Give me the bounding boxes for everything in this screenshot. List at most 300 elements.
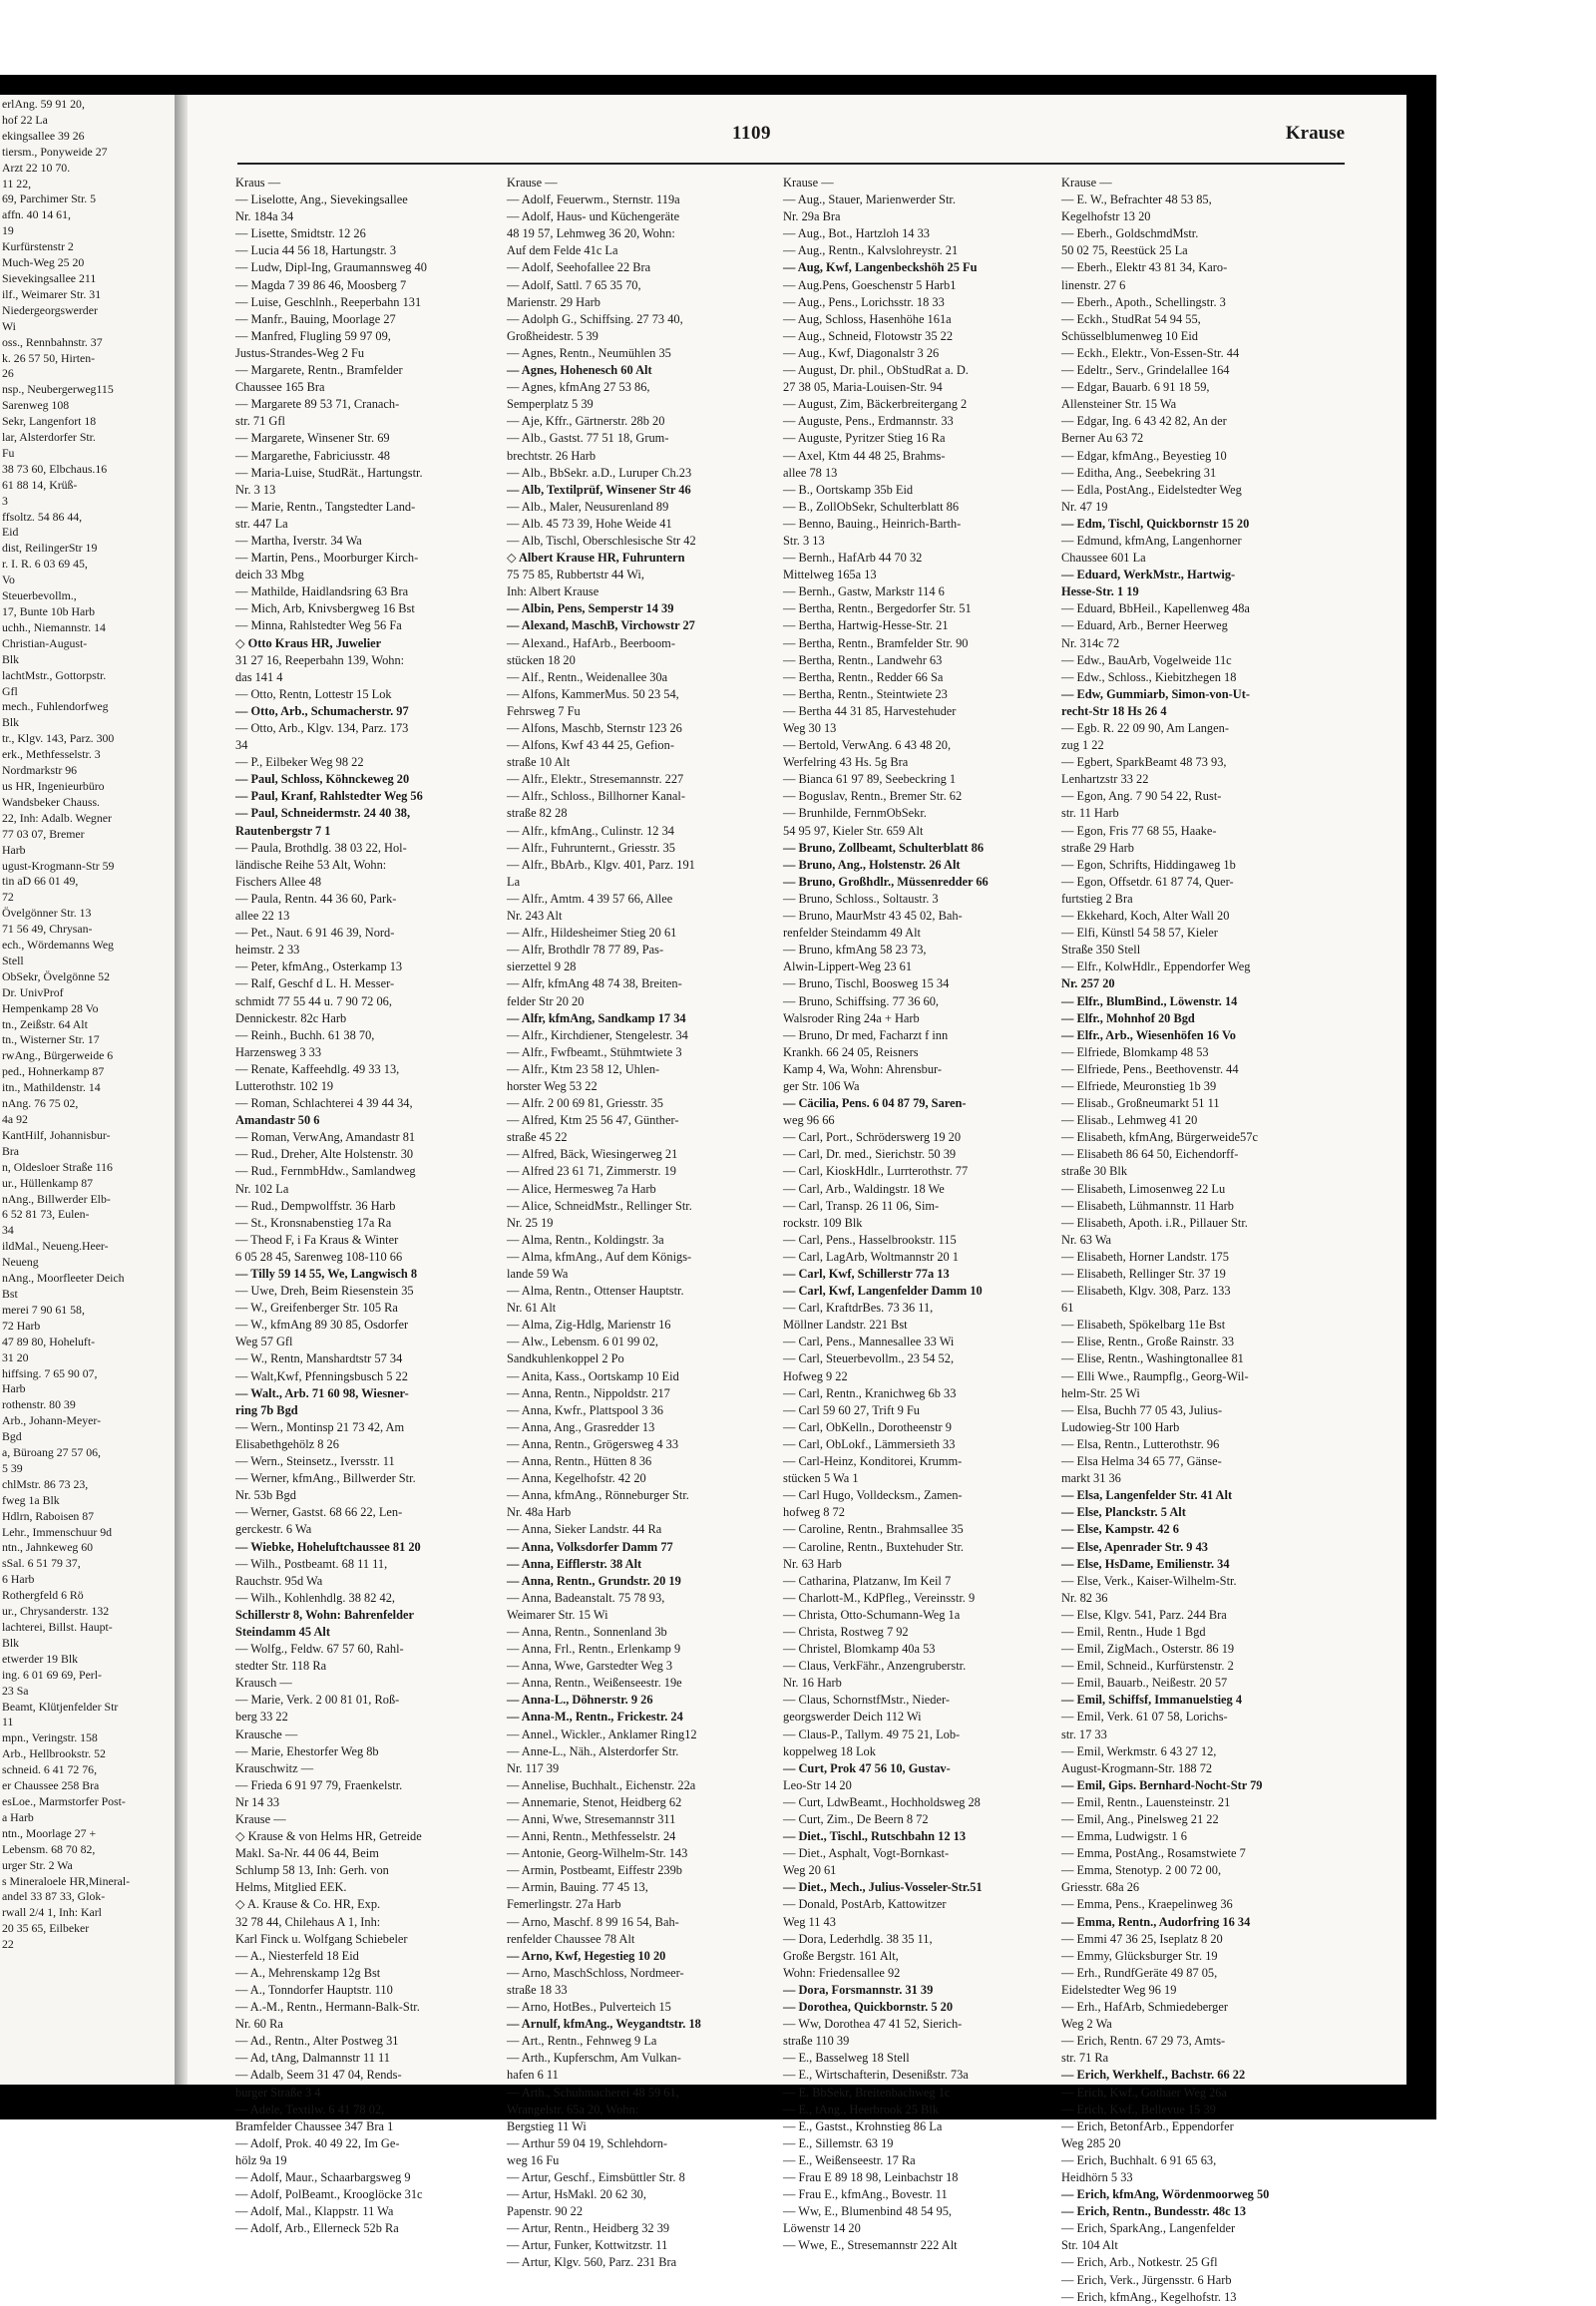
directory-line: linenstr. 27 6 <box>1061 277 1126 292</box>
directory-line: Große Bergstr. 161 Alt, <box>783 1948 899 1963</box>
directory-line: — Emmy, Glücksburger Str. 19 <box>1061 1948 1218 1963</box>
fragment-line: ur., Hüllenkamp 87 <box>2 1175 94 1190</box>
directory-line: — E. W., Befrachter 48 53 85, <box>1061 192 1212 207</box>
directory-line: Papenstr. 90 22 <box>507 2204 584 2219</box>
directory-line: — Anna, Ang., Grasredder 13 <box>507 1419 655 1434</box>
directory-line: Femerlingstr. 27a Harb <box>507 1897 621 1912</box>
left-page-fragment <box>0 95 175 2085</box>
directory-line: — August, Dr. phil., ObStudRat a. D. <box>783 363 969 378</box>
directory-line: — Bruno, kfmAng 58 23 73, <box>783 943 927 958</box>
directory-line: — Wilh., Postbeamt. 68 11 11, <box>235 1556 388 1571</box>
directory-line: Nr. 102 La <box>235 1181 289 1196</box>
directory-line: Weg 20 61 <box>783 1863 837 1878</box>
directory-line: — Eberh., Apoth., Schellingstr. 3 <box>1061 294 1226 309</box>
directory-line: — Wern., Montinsp 21 73 42, Am <box>235 1419 405 1434</box>
directory-line: — Auguste, Pens., Erdmannstr. 33 <box>783 414 954 429</box>
fragment-line: Lebensm. 68 70 82, <box>2 1841 96 1856</box>
directory-line: — Emma, Stenotyp. 2 00 72 00, <box>1061 1863 1222 1878</box>
directory-line: — Carl, Port., Schröderswerg 19 20 <box>783 1130 962 1145</box>
directory-line: — Else, Klgv. 541, Parz. 244 Bra <box>1061 1607 1227 1622</box>
directory-line: Lutterothstr. 102 19 <box>235 1078 334 1093</box>
fragment-line: nAng. 76 75 02, <box>2 1096 79 1111</box>
directory-line: horster Weg 53 22 <box>507 1078 598 1093</box>
directory-line: Krause — <box>235 1812 286 1826</box>
directory-line: renfelder Steindamm 49 Alt <box>783 926 921 941</box>
directory-line: — Marie, Rentn., Tangstedter Land- <box>235 499 416 514</box>
directory-line: — Paul, Schloss, Köhnckeweg 20 <box>235 772 410 787</box>
directory-line: — Carl, ObKelln., Dorotheenstr 9 <box>783 1419 952 1434</box>
directory-line: straße 45 22 <box>507 1130 568 1145</box>
directory-line: — Alfons, Maschb, Sternstr 123 26 <box>507 721 682 735</box>
fragment-line: Lehr., Immenschuur 9d <box>2 1524 113 1539</box>
directory-line: — Emil, Gips. Bernhard-Nocht-Str 79 <box>1061 1777 1263 1792</box>
directory-line: — Caroline, Rentn., Brahmsallee 35 <box>783 1522 964 1537</box>
directory-line: 50 02 75, Reestück 25 La <box>1061 243 1188 258</box>
directory-line: Makl. Sa-Nr. 44 06 44, Beim <box>235 1846 379 1861</box>
directory-line: — Martha, Iverstr. 34 Wa <box>235 533 362 548</box>
directory-line: — Artur, HsMakl. 20 62 30, <box>507 2187 646 2202</box>
directory-line: — Artur, Funker, Kottwitzstr. 11 <box>507 2238 668 2253</box>
directory-line: — Axel, Ktm 44 48 25, Brahms- <box>783 448 946 463</box>
directory-line: — E., Wirtschafterin, Desenißstr. 73a <box>783 2068 969 2083</box>
directory-line: — Mich, Arb, Knivsbergweg 16 Bst <box>235 601 415 616</box>
directory-line: straße 29 Harb <box>1061 840 1134 855</box>
directory-line: — Carl Hugo, Volldecksm., Zamen- <box>783 1488 963 1503</box>
fragment-line: 23 Sa <box>2 1683 29 1698</box>
directory-line: — Bertha 44 31 85, Harvestehuder <box>783 703 957 718</box>
directory-line: — Liselotte, Ang., Sievekingsallee <box>235 192 408 207</box>
directory-line: — Walt., Arb. 71 60 98, Wiesner- <box>235 1385 409 1400</box>
fragment-line: 22 <box>2 1937 14 1952</box>
directory-line: — Elisabeth, Rellinger Str. 37 19 <box>1061 1267 1226 1281</box>
directory-line: — Claus, VerkFähr., Anzengruberstr. <box>783 1659 967 1674</box>
directory-line: Amandastr 50 6 <box>235 1113 320 1128</box>
directory-line: — Emil, Schiffsf, Immanuelstieg 4 <box>1061 1693 1243 1708</box>
directory-line: — Alice, Hermesweg 7a Harb <box>507 1181 656 1196</box>
fragment-line: r. I. R. 6 03 69 45, <box>2 557 88 572</box>
directory-line: — Wilh., Kohlenhdlg. 38 82 42, <box>235 1590 396 1605</box>
fragment-line: 22, Inh: Adalb. Wegner <box>2 810 112 825</box>
directory-line: — Alfr. 2 00 69 81, Griesstr. 35 <box>507 1096 663 1111</box>
fragment-line: 47 89 80, Hoheluft- <box>2 1334 96 1348</box>
directory-line: — Emmi 47 36 25, Iseplatz 8 20 <box>1061 1931 1223 1946</box>
directory-line: Steindamm 45 Alt <box>235 1624 330 1639</box>
directory-line: Wohn: Friedensallee 92 <box>783 1965 901 1980</box>
directory-line: — Arnulf, kfmAng., Weygandtstr. 18 <box>507 2017 701 2032</box>
fragment-line: schneid. 6 41 72 76, <box>2 1762 98 1777</box>
directory-line: — Bruno, Ang., Holstenstr. 26 Alt <box>783 857 961 872</box>
directory-line: Dennickestr. 82c Harb <box>235 1010 347 1025</box>
directory-line: — Erich, kfmAng, Wördenmoorweg 50 <box>1061 2187 1270 2202</box>
directory-line: — Elisabeth, Limosenweg 22 Lu <box>1061 1181 1226 1196</box>
directory-line: — Ww, E., Blumenbind 48 54 95, <box>783 2204 952 2219</box>
directory-line: — Anna, Rentn., Nippoldstr. 217 <box>507 1385 670 1400</box>
fragment-line: nAng., Billwerder Elb- <box>2 1191 111 1206</box>
directory-line: — E., Weißenseestr. 17 Ra <box>783 2152 916 2167</box>
directory-line: straße 30 Blk <box>1061 1164 1128 1179</box>
directory-line: deich 33 Mbg <box>235 568 304 582</box>
fragment-line: Wandsbeker Chauss. <box>2 794 100 809</box>
directory-line: — Eduard, BbHeil., Kapellenweg 48a <box>1061 601 1250 616</box>
directory-line: — Carl, Dr. med., Sierichstr. 50 39 <box>783 1147 957 1162</box>
fragment-line: itn., Mathildenstr. 14 <box>2 1080 101 1095</box>
fragment-line: 26 <box>2 366 14 381</box>
fragment-line: Blk <box>2 715 20 730</box>
directory-line: — Alfred, Ktm 25 56 47, Günther- <box>507 1113 679 1128</box>
directory-line: — Anni, Wwe, Stresemannstr 311 <box>507 1812 676 1826</box>
directory-line: — Minna, Rahlstedter Weg 56 Fa <box>235 618 402 633</box>
directory-line: Hofweg 9 22 <box>783 1368 848 1383</box>
directory-line: Möllner Landstr. 221 Bst <box>783 1318 908 1333</box>
directory-line: — Paula, Rentn. 44 36 60, Park- <box>235 891 397 906</box>
directory-line: Großheidestr. 5 39 <box>507 328 598 343</box>
fragment-line: ped., Hohnerkamp 87 <box>2 1064 105 1079</box>
directory-line: Nr. 16 Harb <box>783 1676 842 1691</box>
fragment-line: Hdlrn, Raboisen 87 <box>2 1508 95 1523</box>
directory-line: Nr. 243 Alt <box>507 909 563 924</box>
directory-line: — Emma, Rentn., Audorfring 16 34 <box>1061 1914 1251 1929</box>
fragment-line: andel 33 87 33, Glok- <box>2 1889 106 1904</box>
fragment-line: a Harb <box>2 1809 34 1824</box>
directory-line: — St., Kronsnabenstieg 17a Ra <box>235 1215 392 1230</box>
directory-line: — B., Oortskamp 35b Eid <box>783 482 914 497</box>
page-header <box>188 123 1345 159</box>
directory-line: — Marie, Verk. 2 00 81 01, Roß- <box>235 1693 400 1708</box>
directory-line: Mittelweg 165a 13 <box>783 568 877 582</box>
directory-line: — A., Niesterfeld 18 Eid <box>235 1948 359 1963</box>
directory-line: 6 05 28 45, Sarenweg 108-110 66 <box>235 1249 403 1264</box>
fragment-line: ilf., Weimarer Str. 31 <box>2 286 102 301</box>
directory-line: — Arno, HotBes., Pulverteich 15 <box>507 2000 671 2015</box>
directory-line: Alwin-Lippert-Weg 23 61 <box>783 960 913 974</box>
directory-line: — Arno, Maschf. 8 99 16 54, Bah- <box>507 1914 679 1929</box>
fragment-line: us HR, Ingenieurbüro <box>2 778 105 793</box>
directory-line: — Alfons, Kwf 43 44 25, Gefion- <box>507 738 674 753</box>
directory-line: Nr. 314c 72 <box>1061 635 1120 650</box>
directory-line: Krauschwitz — <box>235 1760 314 1775</box>
directory-line: Sandkuhlenkoppel 2 Po <box>507 1351 624 1366</box>
directory-line: — Bruno, Schiffsing. 77 36 60, <box>783 993 940 1008</box>
fragment-line: KantHilf, Johannisbur- <box>2 1127 111 1142</box>
fragment-line: ObSekr, Övelgönne 52 <box>2 968 110 983</box>
directory-line: Rauchstr. 95d Wa <box>235 1573 323 1588</box>
directory-line: — Anna-L., Döhnerstr. 9 26 <box>507 1693 653 1708</box>
directory-line: str. 71 Ra <box>1061 2051 1109 2066</box>
fragment-line: mech., Fuhlendorfweg <box>2 699 109 714</box>
directory-line: — Alfr, kfmAng, Sandkamp 17 34 <box>507 1010 686 1025</box>
directory-line: — Ekkehard, Koch, Alter Wall 20 <box>1061 909 1230 924</box>
directory-line: straße 82 28 <box>507 806 568 821</box>
directory-line: Weg 285 20 <box>1061 2135 1121 2150</box>
directory-line: — Ad, tAng, Dalmannstr 11 11 <box>235 2051 390 2066</box>
directory-line: — E., Gastst., Krohnstieg 86 La <box>783 2118 943 2133</box>
directory-line: — P., Eilbeker Weg 98 22 <box>235 755 364 770</box>
fragment-line: 6 52 81 73, Eulen- <box>2 1207 90 1222</box>
directory-line: ◇ Otto Kraus HR, Juwelier <box>235 635 382 650</box>
fragment-line: Niedergeorgswerder <box>2 302 98 317</box>
fragment-line: 38 73 60, Elbchaus.16 <box>2 461 108 476</box>
directory-line: — Emil, Verk. 61 07 58, Lorichs- <box>1061 1710 1228 1725</box>
fragment-line: affn. 40 14 61, <box>2 207 71 222</box>
fragment-line: Fu <box>2 445 15 460</box>
directory-line: 75 75 85, Rubbertstr 44 Wi, <box>507 568 644 582</box>
directory-line: — Emma, Pens., Kraepelinweg 36 <box>1061 1897 1233 1912</box>
directory-line: — Catharina, Platzanw, Im Keil 7 <box>783 1573 952 1588</box>
directory-line: — Bruno, Dr med, Facharzt f inn <box>783 1027 949 1042</box>
directory-line: — Diet., Asphalt, Vogt-Bornkast- <box>783 1846 950 1861</box>
directory-line: — Dora, Lederhdlg. 38 35 11, <box>783 1931 933 1946</box>
directory-line: — Aug, Kwf, Langenbeckshöh 25 Fu <box>783 260 978 275</box>
directory-line: Nr. 3 13 <box>235 482 276 497</box>
fragment-line: Sievekingsallee 211 <box>2 270 97 285</box>
directory-line: — E., Basselweg 18 Stell <box>783 2051 910 2066</box>
directory-line: Kegelhofstr 13 20 <box>1061 209 1151 224</box>
directory-line: — Emil, Werkmstr. 6 43 27 12, <box>1061 1743 1217 1758</box>
fragment-line: tin aD 66 01 49, <box>2 874 79 889</box>
fragment-line: Blk <box>2 1635 20 1650</box>
directory-line: — Curt, LdwBeamt., Hochholdsweg 28 <box>783 1794 981 1809</box>
directory-line: — Bernh., HafArb 44 70 32 <box>783 551 923 566</box>
fragment-line: Dr. UnivProf <box>2 984 64 999</box>
directory-line: — Carl, KioskHdlr., Lurrterothstr. 77 <box>783 1164 969 1179</box>
directory-line: — Carl, Pens., Mannesallee 33 Wi <box>783 1335 955 1349</box>
directory-line: — Egbert, SparkBeamt 48 73 93, <box>1061 755 1227 770</box>
directory-line: — Boguslav, Rentn., Bremer Str. 62 <box>783 789 963 804</box>
directory-line: — Else, Apenrader Str. 9 43 <box>1061 1539 1208 1554</box>
directory-line: — Adolf, Arb., Ellerneck 52b Ra <box>235 2221 399 2236</box>
directory-line: — Eckh., Elektr., Von-Essen-Str. 44 <box>1061 345 1240 360</box>
directory-line: — Edeltr., Serv., Grindelallee 164 <box>1061 363 1230 378</box>
directory-line: — Elisabeth, Apoth. i.R., Pillauer Str. <box>1061 1215 1248 1230</box>
directory-line: — Emil, Bauarb., Neißestr. 20 57 <box>1061 1676 1228 1691</box>
directory-line: Fehrsweg 7 Fu <box>507 703 581 718</box>
fragment-line: Arzt 22 10 70. <box>2 160 71 175</box>
directory-line: — E. BbSekr, Breitenbachweg 1c <box>783 2085 951 2100</box>
directory-line: — Art., Rentn., Fehnweg 9 La <box>507 2034 657 2049</box>
directory-line: renfelder Chaussee 78 Alt <box>507 1931 635 1946</box>
directory-line: — Anna, kfmAng., Rönneburger Str. <box>507 1488 689 1503</box>
directory-line: — Aug., Bot., Hartzloh 14 33 <box>783 226 930 241</box>
directory-line: — Peter, kfmAng., Osterkamp 13 <box>235 960 403 974</box>
directory-line: — Bruno, Großhdlr., Müssenredder 66 <box>783 874 989 889</box>
fragment-line: dist, ReilingerStr 19 <box>2 541 98 556</box>
directory-line: — A., Mehrenskamp 12g Bst <box>235 1965 381 1980</box>
directory-line: allee 78 13 <box>783 465 838 480</box>
directory-line: — Eckh., StudRat 54 94 55, <box>1061 311 1201 326</box>
directory-line: — Tilly 59 14 55, We, Langwisch 8 <box>235 1267 418 1281</box>
directory-line: — Bertha, Rentn., Bramfelder Str. 90 <box>783 635 969 650</box>
directory-line: — Bertha, Rentn., Bergedorfer Str. 51 <box>783 601 972 616</box>
directory-line: — Arno, Kwf, Hegestieg 10 20 <box>507 1948 666 1963</box>
directory-line: — Alfr., kfmAng., Culinstr. 12 34 <box>507 823 674 838</box>
directory-line: — Elise, Rentn., Große Rainstr. 33 <box>1061 1335 1235 1349</box>
fragment-line: 20 35 65, Eilbeker <box>2 1921 90 1936</box>
fragment-line: tn., Wisterner Str. 17 <box>2 1032 100 1047</box>
directory-line: — Anna, Rentn., Grögersweg 4 33 <box>507 1436 679 1451</box>
directory-line: — Maria-Luise, StudRät., Hartungstr. <box>235 465 423 480</box>
directory-line: — Renate, Kaffeehdlg. 49 33 13, <box>235 1061 400 1076</box>
directory-line: — Carl, Kwf, Langenfelder Damm 10 <box>783 1284 983 1299</box>
directory-line: Auf dem Felde 41c La <box>507 243 618 258</box>
directory-line: — Benno, Bauing., Heinrich-Barth- <box>783 516 962 531</box>
directory-line: Semperplatz 5 39 <box>507 397 594 412</box>
directory-line: — Alfr., Kirchdiener, Stengelestr. 34 <box>507 1027 688 1042</box>
directory-line: — Elfr., KolwHdlr., Eppendorfer Weg <box>1061 960 1251 974</box>
directory-line: — Erich, Kwf., Gothaer Weg 26a <box>1061 2085 1227 2100</box>
directory-line: — Werner, kfmAng., Billwerder Str. <box>235 1471 416 1486</box>
directory-line: — Erich, Verk., Jürgensstr. 6 Harb <box>1061 2272 1232 2287</box>
directory-line: Kraus — <box>235 176 281 190</box>
directory-line: — Curt, Zim., De Beern 8 72 <box>783 1812 929 1826</box>
directory-line: Nr. 48a Harb <box>507 1505 572 1520</box>
fragment-line: 11 <box>2 1715 14 1730</box>
fragment-line: Bgd <box>2 1429 22 1444</box>
directory-line: — Carl-Heinz, Konditorei, Krumm- <box>783 1454 963 1469</box>
directory-line: Nr. 184a 34 <box>235 209 294 224</box>
directory-line: Weimarer Str. 15 Wi <box>507 1607 608 1622</box>
directory-line: furtstieg 2 Bra <box>1061 891 1133 906</box>
directory-line: Chaussee 165 Bra <box>235 380 325 395</box>
directory-line: — Alfr., Hildesheimer Stieg 20 61 <box>507 926 677 941</box>
column-1 <box>235 175 497 2237</box>
fragment-line: lachtMstr., Gottorpstr. <box>2 667 107 682</box>
directory-line: rockstr. 109 Blk <box>783 1215 863 1230</box>
fragment-line: n, Oldesloer Straße 116 <box>2 1159 113 1174</box>
directory-line: — Ww, Dorothea 47 41 52, Sierich- <box>783 2017 963 2032</box>
directory-line: — Anne-L., Näh., Alsterdorfer Str. <box>507 1743 679 1758</box>
directory-line: felder Str 20 20 <box>507 993 585 1008</box>
fragment-line: Sarenweg 108 <box>2 398 70 413</box>
fragment-line: 34 <box>2 1223 14 1238</box>
directory-line: Berner Au 63 72 <box>1061 431 1144 446</box>
directory-line: 34 <box>235 738 248 753</box>
fragment-line: lachterei, Billst. Haupt- <box>2 1620 113 1634</box>
directory-line: — Magda 7 39 86 46, Moosberg 7 <box>235 277 407 292</box>
directory-line: — Margarethe, Fabriciusstr. 48 <box>235 448 390 463</box>
fragment-line: oss., Rennbahnstr. 37 <box>2 334 103 349</box>
fragment-line: esLoe., Marmstorfer Post- <box>2 1793 126 1808</box>
directory-line: straße 18 33 <box>507 1982 568 1997</box>
directory-line: — Eberh., GoldschmdMstr. <box>1061 226 1199 241</box>
directory-line: — W., Greifenberger Str. 105 Ra <box>235 1301 398 1316</box>
directory-line: Straße 350 Stell <box>1061 943 1141 958</box>
directory-line: ger Str. 106 Wa <box>783 1078 860 1093</box>
directory-line: — Carl, Steuerbevollm., 23 54 52, <box>783 1351 955 1366</box>
directory-line: Nr. 47 19 <box>1061 499 1108 514</box>
directory-line: — Bertha, Rentn., Steintwiete 23 <box>783 686 948 701</box>
directory-line: Heidhörn 5 33 <box>1061 2169 1133 2184</box>
directory-line: lande 59 Wa <box>507 1267 569 1281</box>
directory-line: — Ad., Rentn., Alter Postweg 31 <box>235 2034 399 2049</box>
directory-line: — Adolf, Haus- und Küchengeräte <box>507 209 680 224</box>
directory-line: — Erich, SparkAng., Langenfelder <box>1061 2221 1236 2236</box>
fragment-line: Hempenkamp 28 Vo <box>2 1000 99 1015</box>
directory-line: — Erich, Kwf., Bellevue 15 39 <box>1061 2102 1216 2116</box>
directory-line: Eidelstedter Weg 96 19 <box>1061 1982 1177 1997</box>
directory-line: — Egb. R. 22 09 90, Am Langen- <box>1061 721 1229 735</box>
directory-line: — Pet., Naut. 6 91 46 39, Nord- <box>235 926 395 941</box>
directory-line: — Luise, Geschlnh., Reeperbahn 131 <box>235 294 422 309</box>
directory-line: — Erich, Buchhalt. 6 91 65 63, <box>1061 2152 1217 2167</box>
fragment-line: Vo <box>2 573 15 587</box>
directory-line: — Martin, Pens., Moorburger Kirch- <box>235 551 419 566</box>
directory-line: Krankh. 66 24 05, Reisners <box>783 1044 919 1059</box>
fragment-line: tr., Klgv. 143, Parz. 300 <box>2 731 115 746</box>
directory-line: — Egon, Fris 77 68 55, Haake- <box>1061 823 1217 838</box>
directory-line: — Adolf, PolBeamt., Krooglöcke 31c <box>235 2187 423 2202</box>
fragment-line: rothenstr. 80 39 <box>2 1397 76 1412</box>
directory-line: heimstr. 2 33 <box>235 943 300 958</box>
directory-line: zug 1 22 <box>1061 738 1104 753</box>
directory-line: — Elfr., Mohnhof 20 Bgd <box>1061 1010 1195 1025</box>
directory-line: — Reinh., Buchh. 61 38 70, <box>235 1027 375 1042</box>
directory-line: — Elsa Helma 34 65 77, Gänse- <box>1061 1454 1222 1469</box>
fragment-line: er Chaussee 258 Bra <box>2 1778 100 1793</box>
directory-line: — Anna, Sieker Landstr. 44 Ra <box>507 1522 662 1537</box>
running-head: Krause <box>1285 123 1345 144</box>
directory-line: — Manfr., Bauing, Moorlage 27 <box>235 311 396 326</box>
directory-line: — Alfr., BbArb., Klgv. 401, Parz. 191 <box>507 857 695 872</box>
directory-line: — Anna, Eifflerstr. 38 Alt <box>507 1556 642 1571</box>
directory-line: — Alfr., Fuhrunternt., Griesstr. 35 <box>507 840 675 855</box>
directory-line: Hesse-Str. 1 19 <box>1061 584 1139 599</box>
directory-line: ◇ Albert Krause HR, Fuhruntern <box>507 551 685 566</box>
fragment-line: Bst <box>2 1286 18 1301</box>
directory-line: — Erich, Rentn. 67 29 73, Amts- <box>1061 2034 1226 2049</box>
directory-line: Marienstr. 29 Harb <box>507 294 600 309</box>
fragment-line: ekingsallee 39 26 <box>2 128 85 143</box>
fragment-line: 61 88 14, Krüß- <box>2 477 78 492</box>
directory-line: — Bertha, Rentn., Landwehr 63 <box>783 652 943 667</box>
directory-line: georgswerder Deich 112 Wi <box>783 1710 922 1725</box>
directory-line: Nr. 63 Harb <box>783 1556 842 1571</box>
directory-line: ◇ A. Krause & Co. HR, Exp. <box>235 1897 381 1912</box>
fragment-line: s Mineraloele HR,Mineral- <box>2 1873 131 1888</box>
fragment-line: 17, Bunte 10b Harb <box>2 604 96 618</box>
directory-line: — Theod F, i Fa Kraus & Winter <box>235 1232 399 1247</box>
directory-line: Griesstr. 68a 26 <box>1061 1880 1140 1895</box>
directory-line: burger Straße 3 4 <box>235 2085 321 2100</box>
directory-line: das 141 4 <box>235 669 283 684</box>
directory-line: — Alfred 23 61 71, Zimmerstr. 19 <box>507 1164 677 1179</box>
directory-line: — Annel., Wickler., Anklamer Ring12 <box>507 1727 697 1741</box>
fragment-line: rwAng., Bürgerweide 6 <box>2 1048 114 1063</box>
directory-line: — Alma, kfmAng., Auf dem Königs- <box>507 1249 692 1264</box>
directory-line: — Alb, Textilprüf, Winsener Str 46 <box>507 482 691 497</box>
directory-line: — Alfr, kfmAng 48 74 38, Breiten- <box>507 976 682 991</box>
directory-line: ring 7b Bgd <box>235 1402 298 1417</box>
directory-line: — Roman, VerwAng, Amandastr 81 <box>235 1130 416 1145</box>
directory-line: — Edgar, Bauarb. 6 91 18 59, <box>1061 380 1210 395</box>
directory-line: — Alb., Gastst. 77 51 18, Grum- <box>507 431 669 446</box>
fragment-line: k. 26 57 50, Hirten- <box>2 350 96 365</box>
directory-line: — Alfr., Amtm. 4 39 57 66, Allee <box>507 891 673 906</box>
directory-line: Nr. 117 39 <box>507 1760 560 1775</box>
directory-line: — Adolf, Seehofallee 22 Bra <box>507 260 651 275</box>
directory-line: Ludowieg-Str 100 Harb <box>1061 1419 1180 1434</box>
directory-line: — Anita, Kass., Oortskamp 10 Eid <box>507 1368 679 1383</box>
directory-line: Weg 2 Wa <box>1061 2017 1112 2032</box>
directory-line: stücken 5 Wa 1 <box>783 1471 859 1486</box>
directory-line: — Erich, Werkhelf., Bachstr. 66 22 <box>1061 2068 1246 2083</box>
fragment-line: Christian-August- <box>2 635 88 650</box>
directory-line: Karl Finck u. Wolfgang Schiebeler <box>235 1931 408 1946</box>
directory-line: — Elfi, Künstl 54 58 57, Kieler <box>1061 926 1218 941</box>
fragment-line: Övelgönner Str. 13 <box>2 906 92 921</box>
directory-line: weg 96 66 <box>783 1113 835 1128</box>
directory-line: — Otto, Arb., Klgv. 134, Parz. 173 <box>235 721 409 735</box>
directory-line: — Anna, Rentn., Sonnenland 3b <box>507 1624 667 1639</box>
